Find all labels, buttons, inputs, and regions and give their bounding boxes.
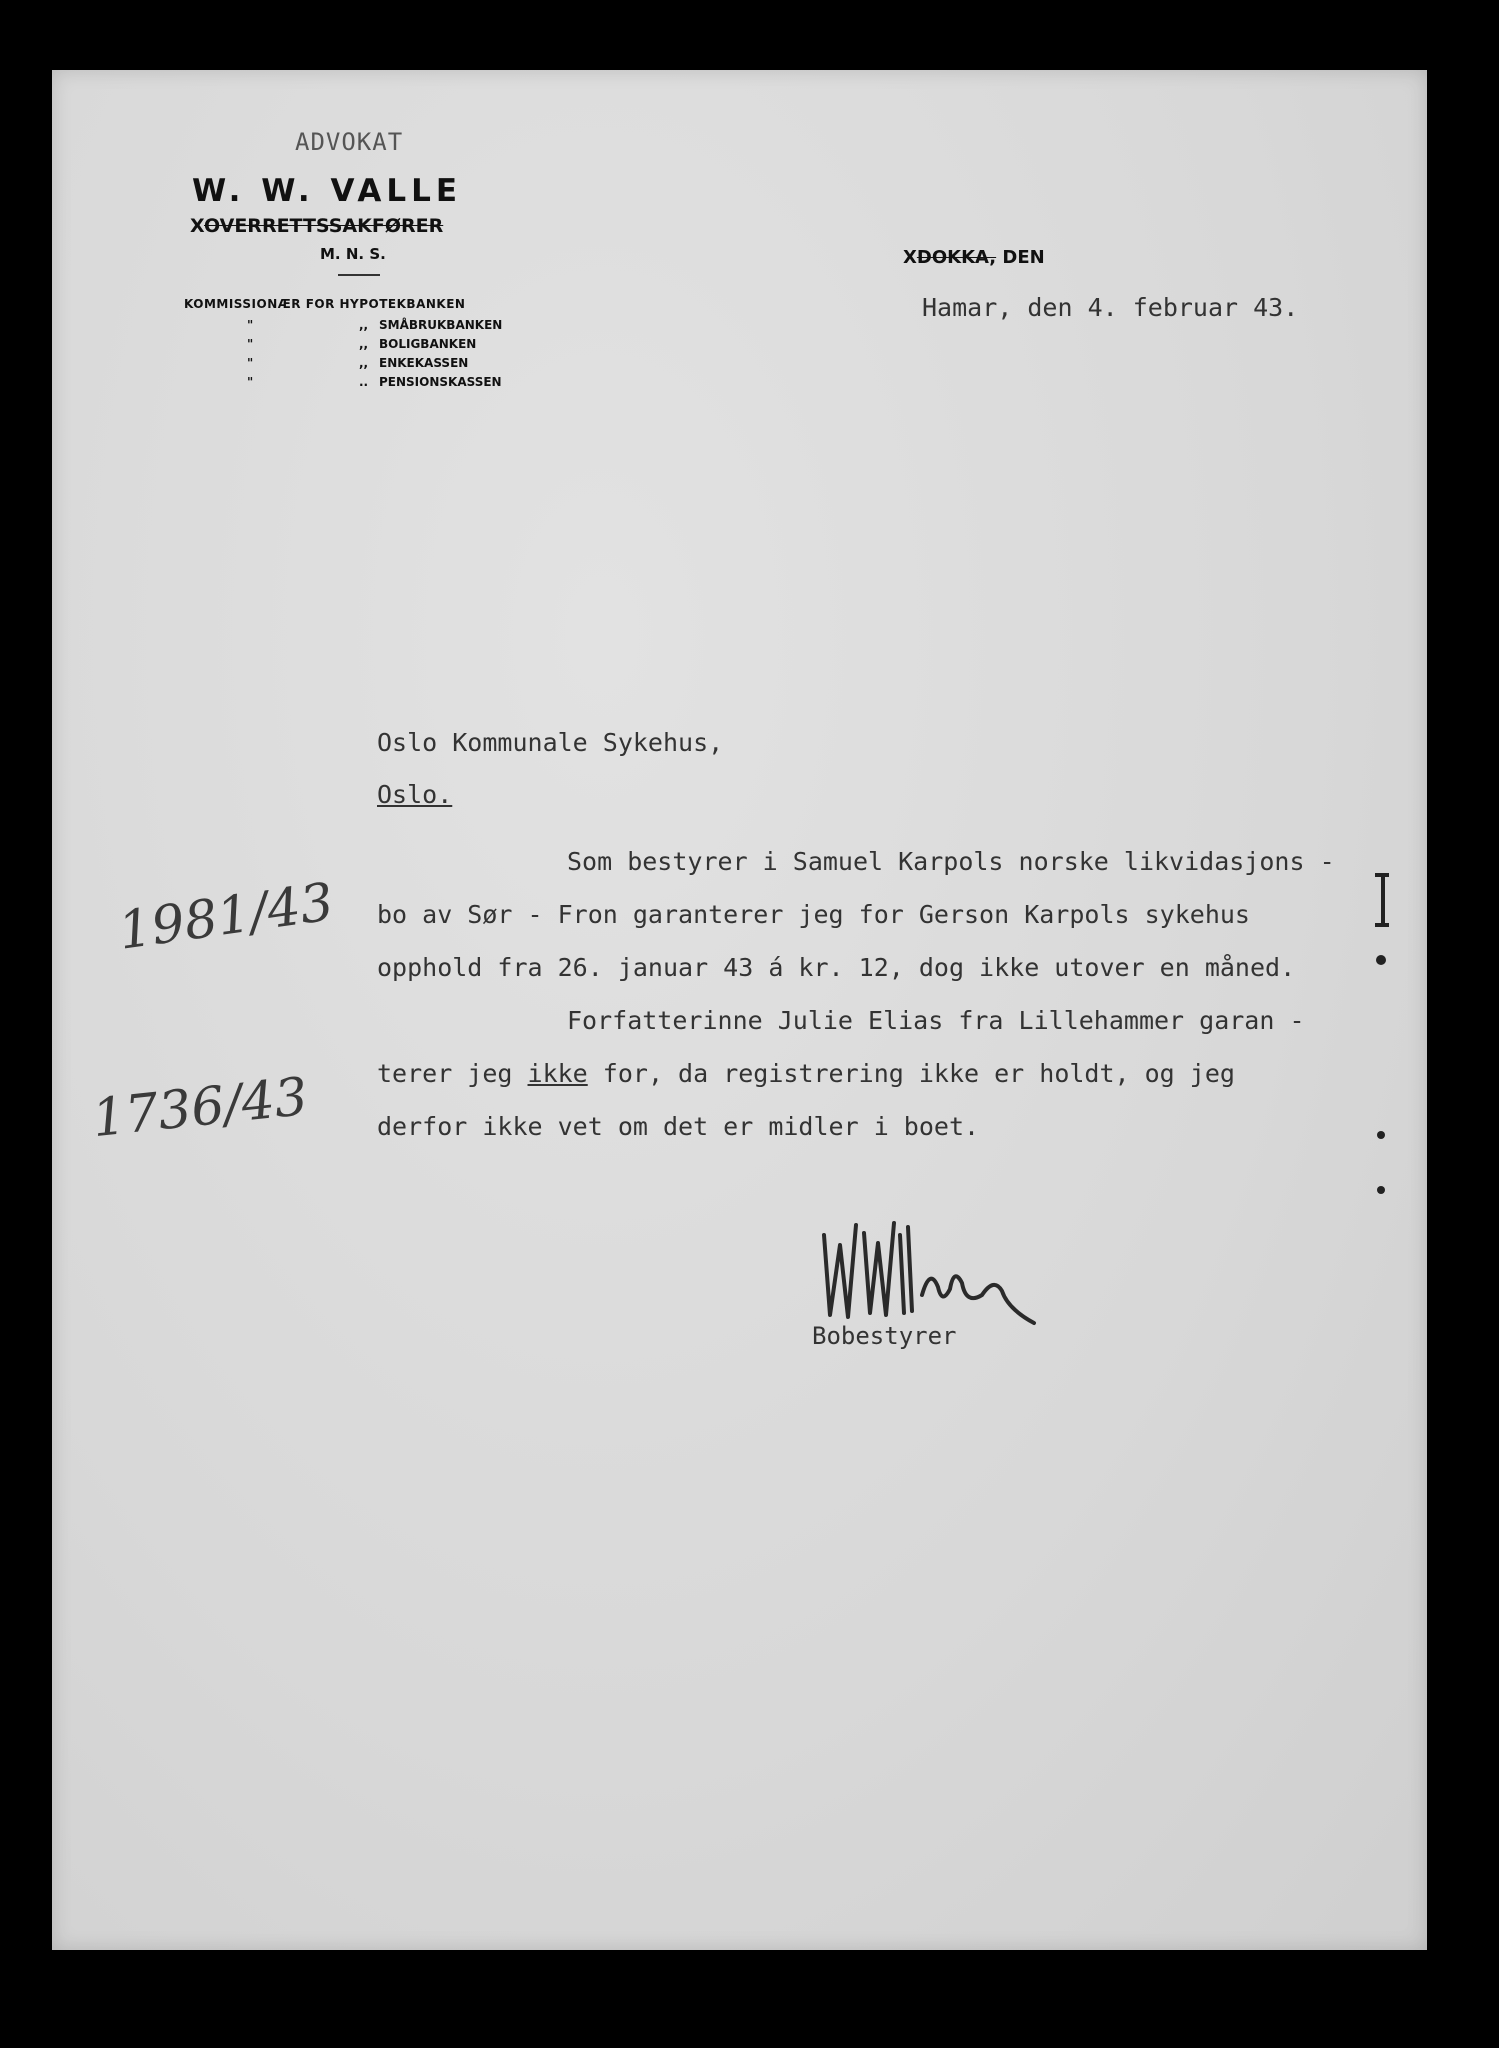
letterhead-profession <box>190 215 443 237</box>
letter-page <box>52 70 1427 1950</box>
place-prefix: X <box>903 247 917 268</box>
ditto-mark: ,, <box>359 337 369 351</box>
bank-name: ENKEKASSEN <box>379 356 469 370</box>
handwritten-note: 1981/43 <box>114 872 338 962</box>
body-line: derfor ikke vet om det er midler i boet. <box>377 1112 980 1141</box>
letterhead-place <box>903 247 1045 268</box>
ditto-mark: ,, <box>359 356 369 370</box>
date-line: Hamar, den 4. februar 43. <box>922 293 1299 322</box>
addressee-city: Oslo. <box>377 780 453 809</box>
handwritten-note: 1736/43 <box>89 1066 311 1150</box>
body-line: bo av Sør - Fron garanterer jeg for Gerson Karpols sykehus <box>377 900 1250 929</box>
body-text-segment: for, da registrering ikke er holdt, og jeg <box>587 1059 1235 1088</box>
bank-name: SMÅBRUKBANKEN <box>379 318 503 332</box>
underlined-word: ikke <box>527 1059 588 1088</box>
letterhead-name: W. W. VALLE <box>192 173 463 209</box>
ditto-mark: " <box>247 337 254 351</box>
place-suffix: DEN <box>996 247 1045 268</box>
signature-image <box>812 1205 1072 1335</box>
body-line <box>377 1047 1335 1100</box>
profession-prefix: X <box>190 215 204 237</box>
bank-name: PENSIONSKASSEN <box>379 375 502 389</box>
bank-row <box>247 316 502 335</box>
addressee: Oslo Kommunale Sykehus, <box>377 728 724 757</box>
place-struck: DOKKA, <box>916 247 997 268</box>
body-text-segment: terer jeg <box>377 1059 528 1088</box>
bank-row <box>247 373 502 392</box>
ditto-mark: ,, <box>359 318 369 332</box>
body-line: Forfatterinne Julie Elias fra Lillehammer garan - <box>567 1006 1305 1035</box>
bank-list <box>247 316 502 392</box>
profession-struck: OVERRETTSSAKFØRER <box>203 215 444 237</box>
bank-row <box>247 335 502 354</box>
ditto-mark: " <box>247 375 254 389</box>
letter-body <box>377 835 1335 1153</box>
ditto-mark: " <box>247 356 254 370</box>
margin-marks <box>1367 865 1407 1285</box>
ditto-mark: .. <box>359 375 369 389</box>
letterhead-title: ADVOKAT <box>295 128 404 156</box>
body-line: opphold fra 26. januar 43 á kr. 12, dog ikke utover en måned. <box>377 953 1296 982</box>
signer-role: Bobestyrer <box>812 1322 957 1350</box>
body-line: Som bestyrer i Samuel Karpols norske likvidasjons - <box>567 847 1335 876</box>
letterhead-divider <box>338 274 380 276</box>
commission-line: KOMMISSIONÆR FOR HYPOTEKBANKEN <box>184 297 466 311</box>
bank-name: BOLIGBANKEN <box>379 337 477 351</box>
letterhead-membership: M. N. S. <box>320 245 386 263</box>
ditto-mark: " <box>247 318 254 332</box>
bank-row <box>247 354 502 373</box>
